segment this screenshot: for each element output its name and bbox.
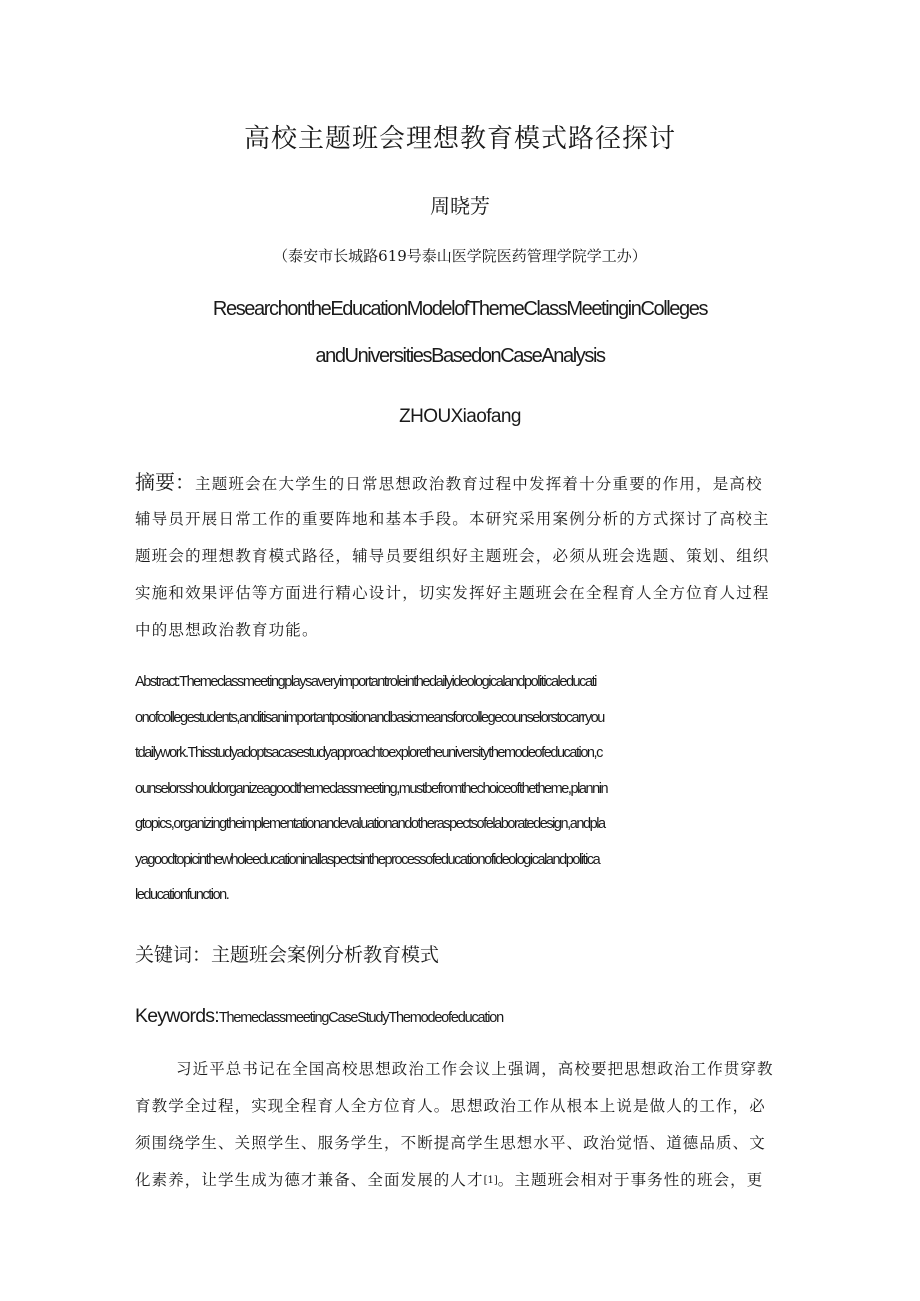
abstract-cn-label: 摘要：	[135, 470, 195, 494]
abstract-en-line: gtopics,organizingtheimplementationandevaluationandotheraspectsofelaboratedesign,andpla	[135, 816, 605, 832]
keywords-cn-label: 关键词：	[135, 944, 212, 966]
keywords-en-text: ThemeclassmeetingCaseStudyThemodeofeducation	[218, 1010, 503, 1026]
body-line: 须围绕学生、关照学生、服务学生，不断提高学生思想水平、政治觉悟、道德品质、文	[135, 1134, 766, 1152]
abstract-en-line: Abstract:Themeclassmeetingplaysaveryimportantroleinthedailyideologicalandpoliticaleducati	[135, 674, 596, 690]
abstract-cn-text: 主题班会在大学生的日常思想政治教育过程中发挥着十分重要的作用，是高校	[195, 475, 763, 493]
abstract-en-line: ounselorsshouldorganizeagoodthemeclassmeeting,mustbefromthechoiceofthetheme,plannin	[135, 780, 608, 797]
body-line: 习近平总书记在全国高校思想政治工作会议上强调，高校要把思想政治工作贯穿教	[176, 1060, 774, 1078]
body-line: 育教学全过程，实现全程育人全方位育人。思想政治工作从根本上说是做人的工作，必	[135, 1097, 766, 1115]
paper-title: 高校主题班会理想教育模式路径探讨	[243, 124, 676, 154]
author-name-cn: 周晓芳	[430, 194, 490, 218]
english-author-name: ZHOUXiaofang	[399, 406, 521, 427]
abstract-cn-line: 实施和效果评估等方面进行精心设计，切实发挥好主题班会在全程育人全方位育人过程	[135, 584, 770, 602]
abstract-cn-line: 辅导员开展日常工作的重要阵地和基本手段。本研究采用案例分析的方式探讨了高校主	[135, 510, 770, 528]
affiliation: （泰安市长城路619号泰山医学院医药管理学院学工办）	[273, 247, 647, 265]
abstract-cn-line	[135, 464, 785, 501]
abstract-en	[135, 670, 785, 919]
keywords-cn	[135, 940, 439, 967]
keywords-en-label: Keywords:	[135, 1005, 219, 1027]
english-title-line-1: ResearchontheEducationModelofThemeClassMeetinginColleges	[212, 298, 708, 320]
abstract-en-line: tdailywork.Thisstudyadoptsacasestudyapproachtoexploretheuniversitythemodeofeducation,c	[135, 745, 602, 761]
body-line-4-end: 。主题班会相对于事务性的班会，更	[497, 1171, 764, 1189]
abstract-en-line: onofcollegestudents,anditisanimportantpositionandbasicmeansforcollegecounselorstocarryou	[135, 709, 604, 726]
citation-reference[interactable]: [1]	[483, 1175, 498, 1186]
keywords-en	[135, 1005, 503, 1028]
body-line	[135, 1166, 785, 1203]
keywords-cn-text: 主题班会案例分析教育模式	[211, 944, 440, 966]
body-paragraph	[135, 1055, 785, 1203]
abstract-cn-line: 中的思想政治教育功能。	[135, 621, 319, 639]
abstract-cn	[135, 464, 785, 649]
english-title-line-2: andUniversitiesBasedonCaseAnalysis	[315, 345, 605, 367]
abstract-en-line: leducationfunction.	[135, 887, 229, 903]
abstract-cn-line: 题班会的理想教育模式路径，辅导员要组织好主题班会，必须从班会选题、策划、组织	[135, 547, 770, 565]
body-line-4-text: 化素养，让学生成为德才兼备、全面发展的人才	[135, 1171, 484, 1189]
abstract-en-line: yagoodtopicinthewholeeducationinallaspectsintheprocessofeducationofideologicalandpolitica	[135, 851, 600, 868]
